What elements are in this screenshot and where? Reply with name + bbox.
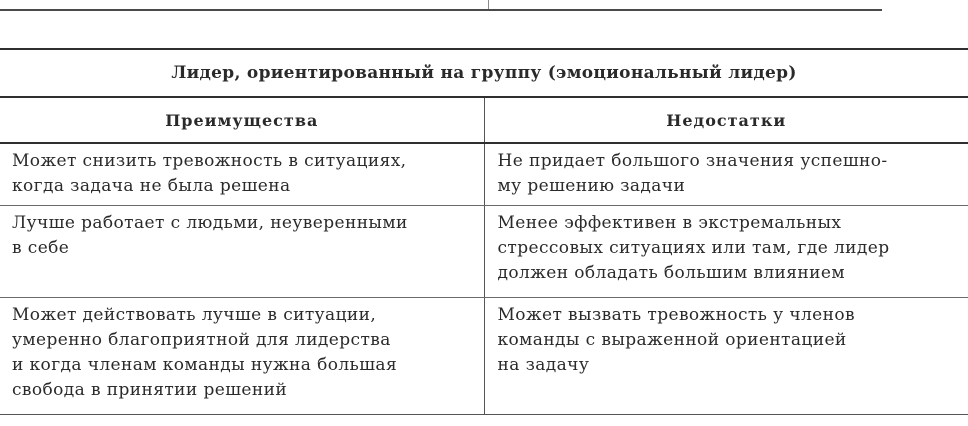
advantage-cell [0, 206, 484, 298]
advantage-cell [0, 298, 484, 415]
advantage-text: Лучше работает с людьми, неуверенными в себе [12, 213, 408, 258]
disadvantage-cell [484, 143, 968, 206]
column-header-advantages: Преимущества [0, 97, 484, 143]
table-row [0, 206, 968, 298]
advantage-text: Может действовать лучше в ситуации, умеренно благоприятной для лидерства и когда членам команды нужна большая свобода в принятии решений [12, 305, 398, 400]
disadvantage-text: Не придает большого значения успешно- му решению задачи [497, 151, 888, 196]
leader-comparison-table [0, 48, 968, 415]
table-title: Лидер, ориентированный на группу (эмоциональный лидер) [0, 49, 968, 97]
disadvantage-text: Может вызвать тревожность у членов команды с выраженной ориентацией на задачу [497, 305, 855, 375]
disadvantage-text: Менее эффективен в экстремальных стрессовых ситуациях или там, где лидер должен обладать большим влиянием [497, 213, 890, 283]
top-rule [0, 0, 882, 11]
column-header-disadvantages: Недостатки [484, 97, 968, 143]
advantage-text: Может снизить тревожность в ситуациях, когда задача не была решена [12, 151, 407, 196]
table-row [0, 298, 968, 415]
column-tick [488, 0, 489, 9]
table-row [0, 143, 968, 206]
table-title-row [0, 49, 968, 97]
advantage-cell [0, 143, 484, 206]
disadvantage-cell [484, 298, 968, 415]
table-header-row [0, 97, 968, 143]
disadvantage-cell [484, 206, 968, 298]
